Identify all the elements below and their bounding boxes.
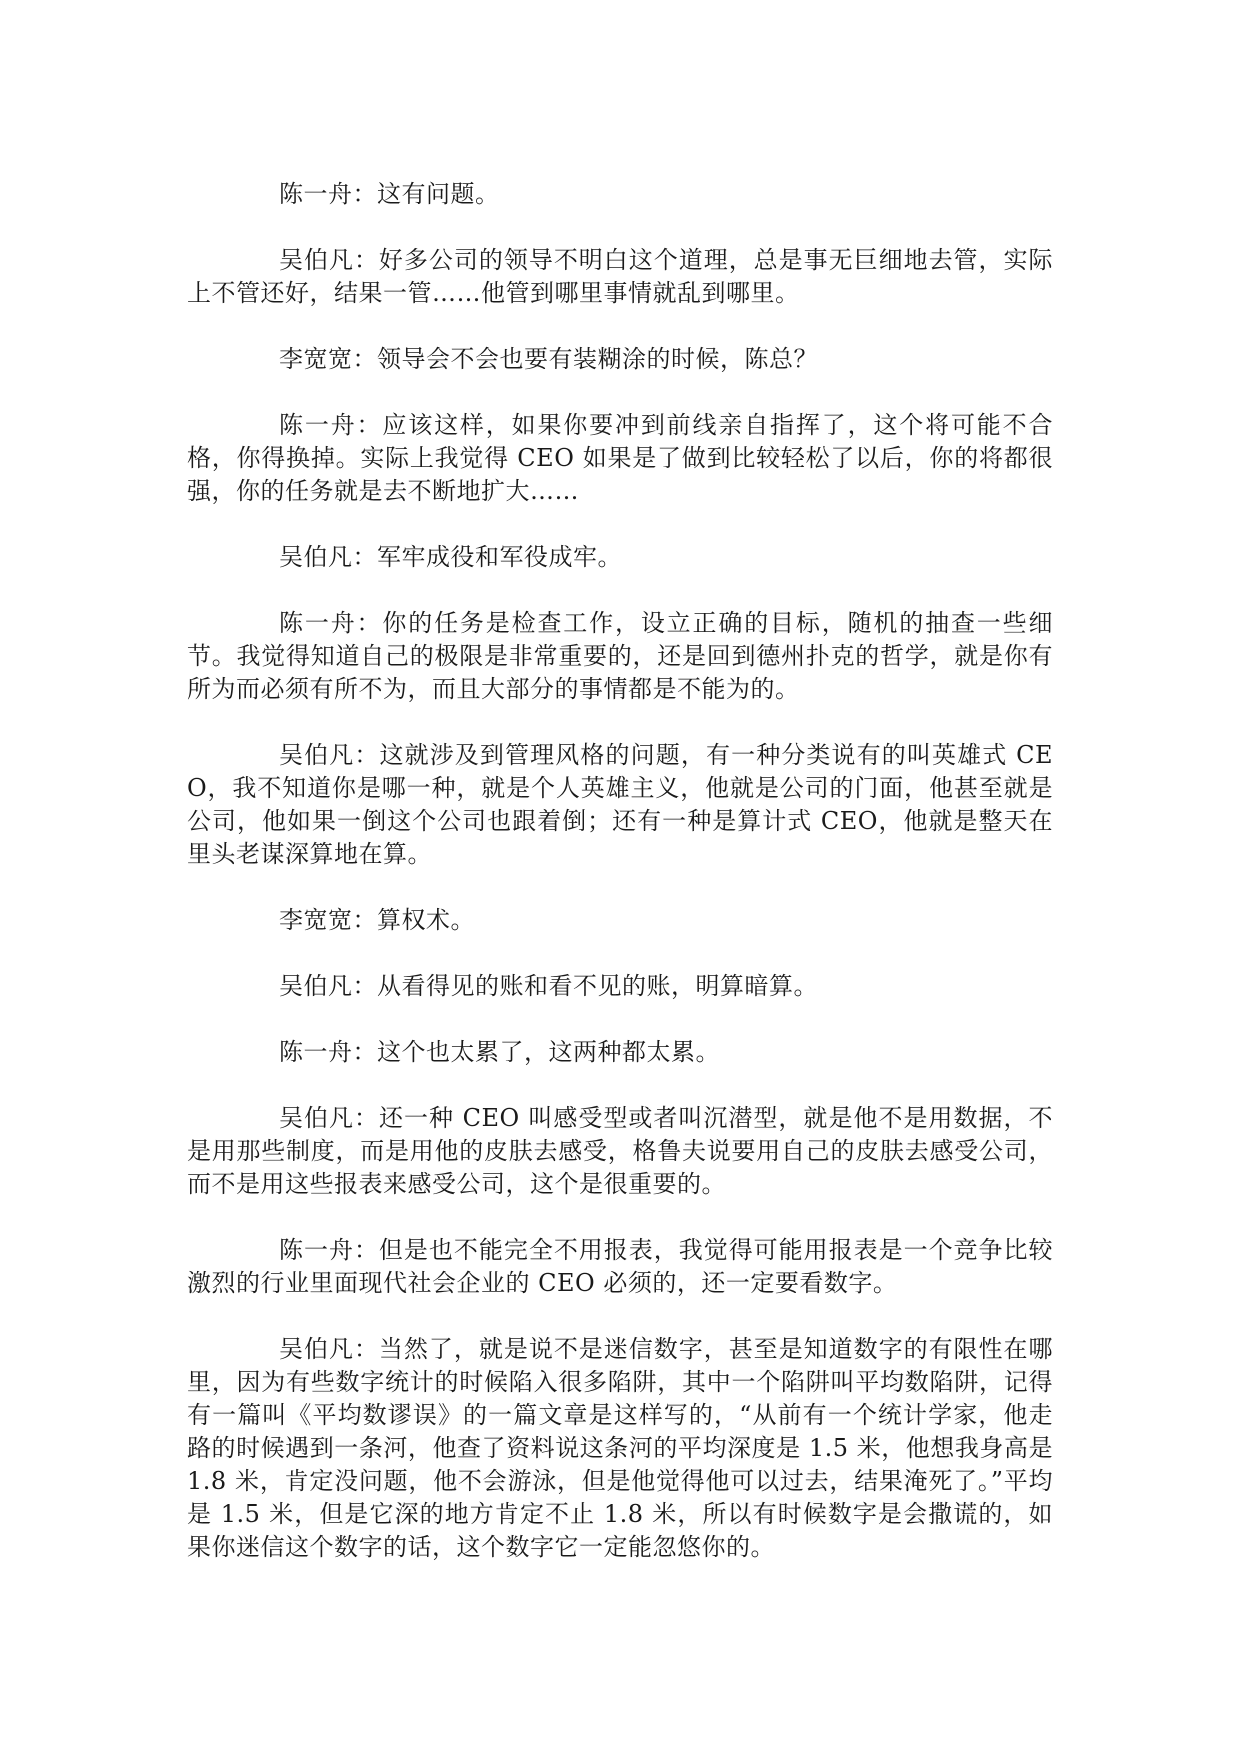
paragraph: 吴伯凡：还一种 CEO 叫感受型或者叫沉潜型，就是他不是用数据，不是用那些制度，而是用他的皮肤去感受，格鲁夫说要用自己的皮肤去感受公司，而不是用这些报表来感受公司，这个是很重要的。 <box>187 1104 1053 1198</box>
paragraph: 李宽宽：算权术。 <box>279 906 475 934</box>
paragraph: 吴伯凡：这就涉及到管理风格的问题，有一种分类说有的叫英雄式 CEO，我不知道你是哪一种，就是个人英雄主义，他就是公司的门面，他甚至就是公司，他如果一倒这个公司也跟着倒；还有一种是算计式 CEO，他就是整天在里头老谋深算地在算。 <box>187 741 1053 868</box>
document-page <box>187 178 1053 1597</box>
paragraph: 吴伯凡：军牢成役和军役成牢。 <box>279 543 622 571</box>
paragraph: 陈一舟：应该这样，如果你要冲到前线亲自指挥了，这个将可能不合格，你得换掉。实际上我觉得 CEO 如果是了做到比较轻松了以后，你的将都很强，你的任务就是去不断地扩大…… <box>187 411 1053 505</box>
paragraph: 吴伯凡：当然了，就是说不是迷信数字，甚至是知道数字的有限性在哪里，因为有些数字统计的时候陷入很多陷阱，其中一个陷阱叫平均数陷阱，记得有一篇叫《平均数谬误》的一篇文章是这样写的，“从前有一个统计学家，他走路的时候遇到一条河，他查了资料说这条河的平均深度是 1.5 米，他想我身高是 1.8 米，肯定没问题，他不会游泳，但是他觉得他可以过去，结果淹死了。”平均是 1.5 米，但是它深的地方肯定不止 1.8 米，所以有时候数字是会撒谎的，如果你迷信这个数字的话，这个数字它一定能忽悠你的。 <box>187 1335 1053 1561</box>
paragraph: 吴伯凡：从看得见的账和看不见的账，明算暗算。 <box>279 972 818 1000</box>
paragraph: 陈一舟：这有问题。 <box>279 180 500 208</box>
paragraph: 陈一舟：你的任务是检查工作，设立正确的目标，随机的抽查一些细节。我觉得知道自己的极限是非常重要的，还是回到德州扑克的哲学，就是你有所为而必须有所不为，而且大部分的事情都是不能为的。 <box>187 609 1053 703</box>
paragraph: 李宽宽：领导会不会也要有装糊涂的时候，陈总？ <box>279 345 818 373</box>
paragraph: 吴伯凡：好多公司的领导不明白这个道理，总是事无巨细地去管，实际上不管还好，结果一管……他管到哪里事情就乱到哪里。 <box>187 246 1053 307</box>
paragraph: 陈一舟：这个也太累了，这两种都太累。 <box>279 1038 720 1066</box>
paragraph: 陈一舟：但是也不能完全不用报表，我觉得可能用报表是一个竞争比较激烈的行业里面现代社会企业的 CEO 必须的，还一定要看数字。 <box>187 1236 1053 1297</box>
